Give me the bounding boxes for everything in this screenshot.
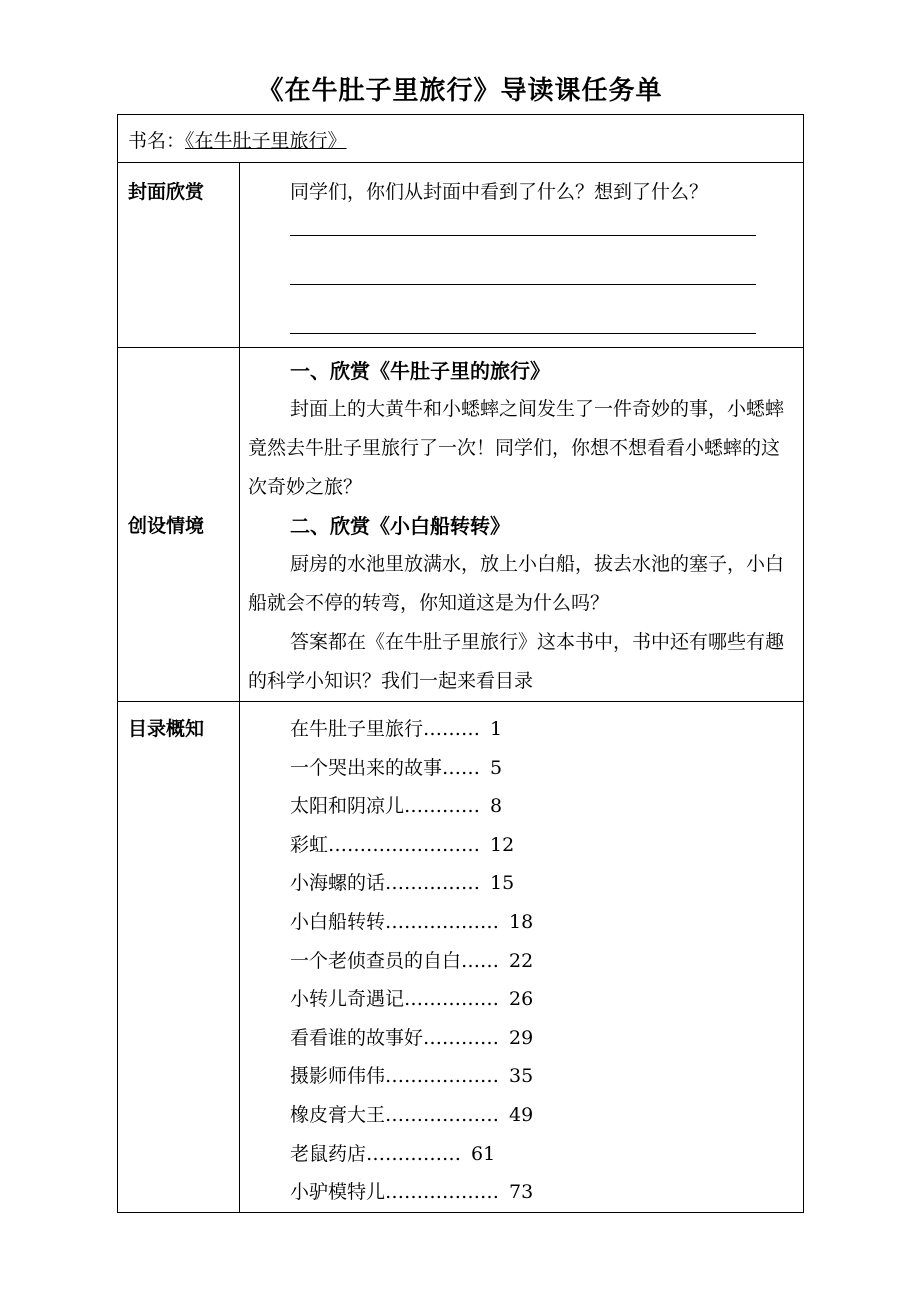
book-line: [118, 115, 803, 153]
scenario-section: [240, 507, 803, 701]
toc-leader: ……: [461, 949, 500, 972]
section-heading: 二、欣赏《小白船转转》: [290, 514, 510, 538]
answer-line[interactable]: [290, 283, 756, 285]
toc-page: 29: [509, 1026, 534, 1049]
toc-page: 18: [509, 910, 534, 933]
cover-label: 封面欣赏: [128, 181, 205, 203]
toc-item: [290, 826, 803, 865]
toc-title: 小海螺的话: [290, 872, 386, 895]
section-paragraph: 答案都在《在牛肚子里旅行》这本书中，书中还有哪些有趣的科学小知识？我们一起来看目录: [248, 631, 785, 692]
toc-leader: …………: [423, 1026, 500, 1049]
toc-title: 小驴模特儿: [290, 1181, 386, 1204]
toc-row: [118, 702, 804, 1213]
toc-title: 看看谁的故事好: [290, 1026, 424, 1049]
toc-page: 73: [509, 1181, 534, 1204]
toc-content: [240, 702, 804, 1213]
toc-page: 26: [509, 988, 534, 1011]
toc-page: 35: [509, 1065, 534, 1088]
toc-label-cell: [118, 702, 240, 1213]
toc-item: [290, 980, 803, 1019]
section-heading: 一、欣赏《牛肚子里的旅行》: [290, 359, 550, 383]
toc-leader: …………: [404, 795, 481, 818]
scenario-label-cell: [118, 348, 240, 702]
toc-item: [290, 1173, 803, 1212]
toc-page: 15: [490, 872, 515, 895]
toc-title: 一个老侦查员的自白: [290, 949, 462, 972]
cover-question: 同学们，你们从封面中看到了什么？想到了什么？: [290, 181, 709, 203]
toc-item: [290, 1057, 803, 1096]
toc-label: 目录概知: [128, 718, 205, 740]
toc-item: [290, 942, 803, 981]
toc-leader: ………: [423, 718, 481, 740]
book-label: 书名：: [128, 130, 186, 152]
cover-label-cell: [118, 163, 240, 348]
toc-title: 一个哭出来的故事: [290, 756, 443, 779]
page-title: 《在牛肚子里旅行》导读课任务单: [257, 76, 663, 106]
toc-item: [290, 749, 803, 788]
toc-leader: ……………………: [328, 833, 481, 856]
section-paragraph: 厨房的水池里放满水，放上小白船，拔去水池的塞子，小白船就会不停的转弯，你知道这是为什么吗？: [248, 553, 785, 614]
answer-line[interactable]: [290, 234, 756, 236]
task-table: [117, 114, 804, 1213]
answer-line[interactable]: [290, 332, 756, 334]
book-name: 《在牛肚子里旅行》: [185, 130, 347, 152]
toc-title: 太阳和阴凉儿: [290, 795, 405, 818]
scenario-label: 创设情境: [128, 515, 205, 537]
toc-item: [290, 1096, 803, 1135]
toc-page: 5: [490, 756, 503, 779]
toc-item: [290, 1019, 803, 1058]
toc-leader: ……………: [385, 872, 481, 895]
toc-leader: ………………: [385, 1103, 500, 1126]
toc-item: [290, 787, 803, 826]
toc-title: 老鼠药店: [290, 1142, 367, 1165]
toc-item: [290, 903, 803, 942]
cover-row: [118, 163, 804, 348]
toc-item: [290, 710, 803, 749]
book-row: [118, 115, 804, 163]
toc-page: 22: [509, 949, 534, 972]
toc-leader: ………………: [385, 1181, 500, 1204]
toc-page: 61: [471, 1142, 496, 1165]
toc-leader: ……: [442, 756, 481, 779]
section-paragraph: 封面上的大黄牛和小蟋蟀之间发生了一件奇妙的事，小蟋蟀竟然去牛肚子里旅行了一次！同学们，你想不想看看小蟋蟀的这次奇妙之旅？: [248, 398, 785, 498]
toc-page: 1: [490, 718, 503, 740]
toc-page: 8: [490, 795, 503, 818]
toc-title: 小转儿奇遇记: [290, 988, 405, 1011]
cover-content: [240, 163, 804, 348]
toc-item: [290, 864, 803, 903]
book-cell: [118, 115, 804, 163]
toc-leader: ……………: [366, 1142, 462, 1165]
scenario-row: [118, 348, 804, 702]
toc-title: 小白船转转: [290, 910, 386, 933]
toc-list: [240, 702, 803, 1212]
toc-page: 12: [490, 833, 515, 856]
toc-item: [290, 1135, 803, 1174]
scenario-section: [240, 348, 803, 507]
toc-leader: ……………: [404, 988, 500, 1011]
toc-leader: ………………: [385, 1065, 500, 1088]
scenario-content: [240, 348, 804, 702]
toc-title: 摄影师伟伟: [290, 1065, 386, 1088]
toc-page: 49: [509, 1103, 534, 1126]
toc-leader: ………………: [385, 910, 500, 933]
toc-title: 橡皮膏大王: [290, 1103, 386, 1126]
toc-title: 彩虹: [290, 833, 329, 856]
toc-title: 在牛肚子里旅行: [290, 718, 424, 740]
